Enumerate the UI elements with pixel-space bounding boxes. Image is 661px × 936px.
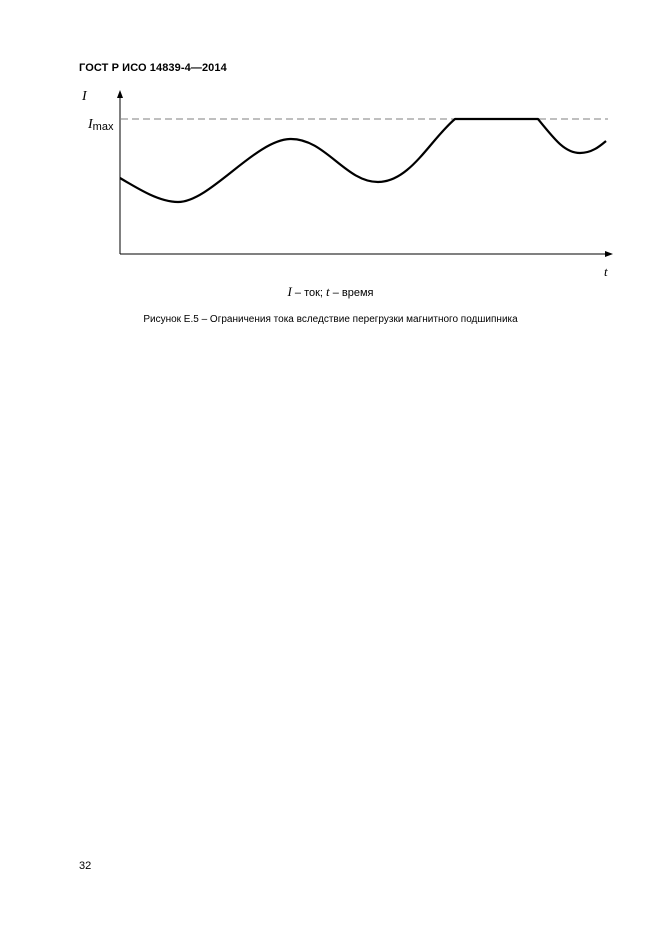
y-axis-label: I (82, 89, 87, 104)
legend-time-text: – время (329, 287, 374, 299)
legend-time-symbol: t (326, 284, 330, 299)
standard-header: ГОСТ Р ИСО 14839-4—2014 (79, 62, 227, 74)
x-axis-label: t (604, 264, 608, 279)
imax-label (87, 117, 114, 133)
legend-current-text: – ток; (291, 287, 327, 299)
current-limit-figure (0, 0, 661, 300)
figure-legend (0, 284, 661, 300)
imax-label-symbol: I (88, 117, 93, 132)
figure-caption: Рисунок Е.5 – Ограничения тока вследствие перегрузки магнитного подшипника (143, 314, 518, 325)
page-number: 32 (79, 860, 92, 872)
imax-label-subscript: max (92, 121, 114, 133)
legend-current-symbol: I (287, 284, 292, 299)
current-curve (120, 119, 606, 202)
